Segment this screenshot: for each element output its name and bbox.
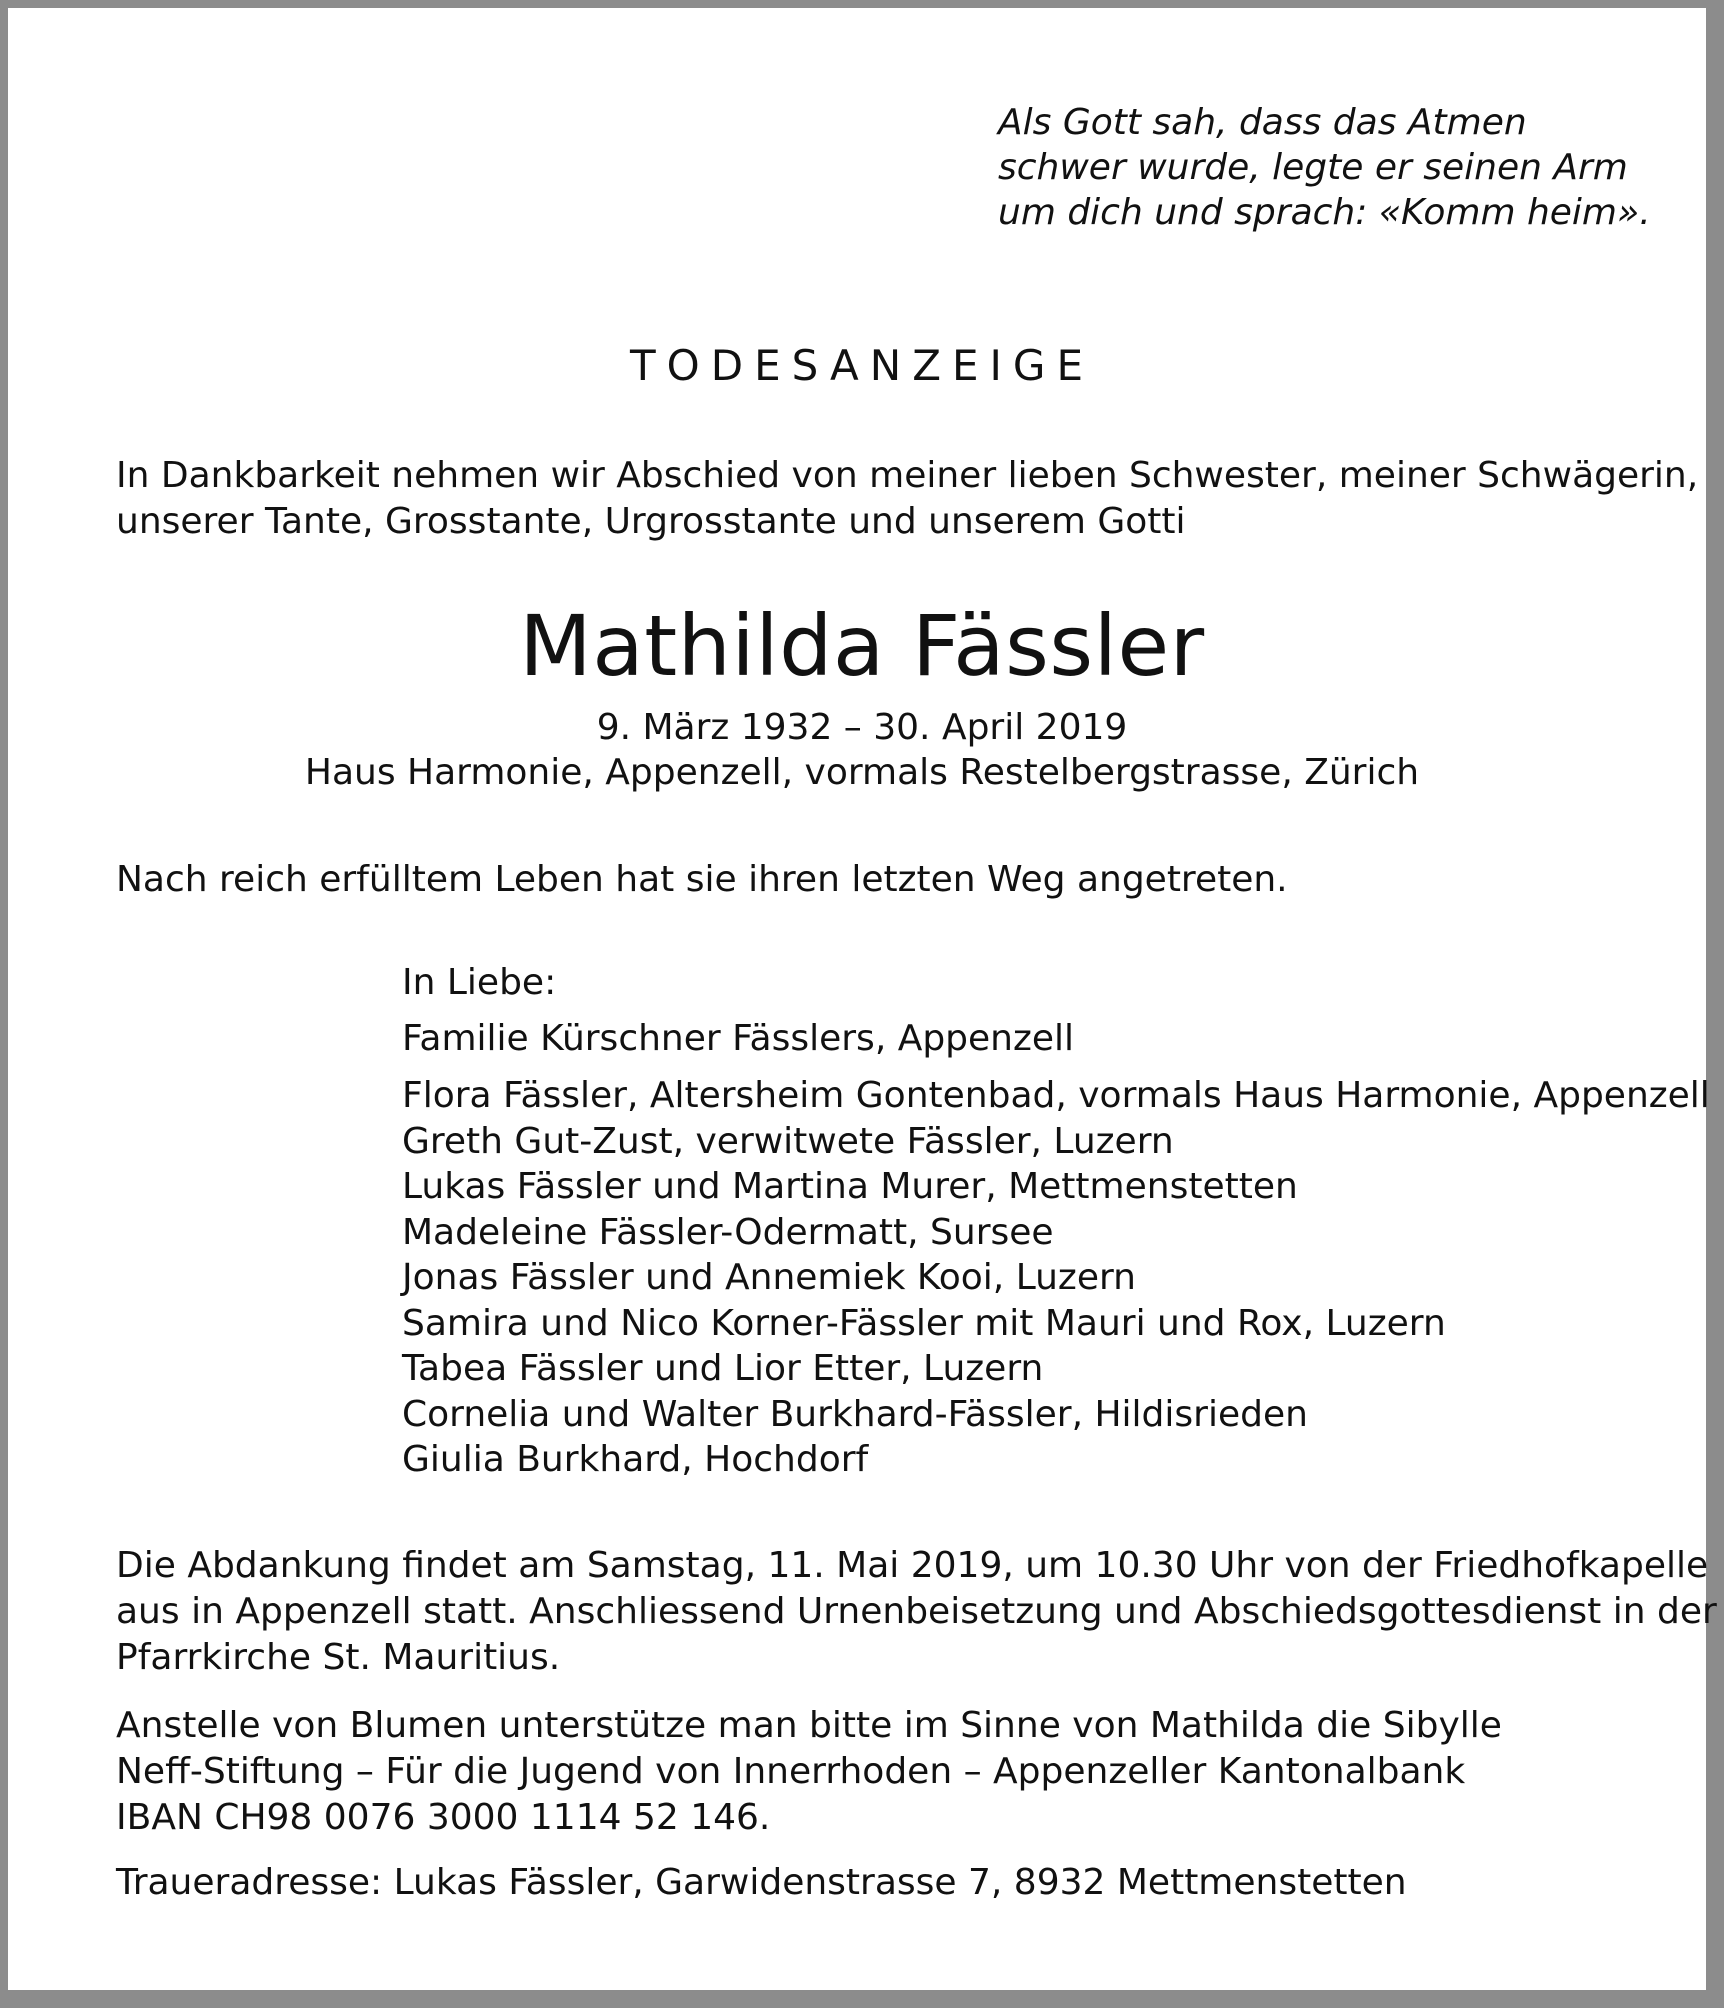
mourners-list [402, 960, 1710, 1483]
deceased-details [0, 705, 1724, 795]
donation-line: Neff-Stiftung – Für die Jugend von Innerrhoden – Appenzeller Kantonalbank [116, 1751, 1466, 1792]
intro-line: unserer Tante, Grosstante, Urgrosstante und unserem Gotti [116, 501, 1186, 542]
deceased-name: Mathilda Fässler [519, 597, 1205, 695]
ceremony-info [116, 1543, 1717, 1681]
mourner-entry: Flora Fässler, Altersheim Gontenbad, vormals Haus Harmonie, Appenzell [402, 1075, 1710, 1116]
mourner-family: Familie Kürschner Fässlers, Appenzell [402, 1017, 1075, 1059]
ceremony-line: Die Abdankung findet am Samstag, 11. Mai 2019, um 10.30 Uhr von der Friedhofkapelle [116, 1545, 1709, 1586]
mourner-entry: Giulia Burkhard, Hochdorf [402, 1439, 869, 1480]
opening-quote [998, 100, 1651, 235]
life-dates: 9. März 1932 – 30. April 2019 [596, 707, 1128, 748]
mourner-entry: Samira und Nico Korner-Fässler mit Mauri und Rox, Luzern [402, 1302, 1446, 1344]
intro-text [116, 453, 1699, 545]
ceremony-line: aus in Appenzell statt. Anschliessend Urnenbeisetzung und Abschiedsgottesdienst in der [116, 1591, 1717, 1632]
mourner-entry: Lukas Fässler und Martina Murer, Mettmenstetten [402, 1166, 1298, 1207]
intro-line: In Dankbarkeit nehmen wir Abschied von meiner lieben Schwester, meiner Schwägerin, [116, 455, 1699, 496]
donation-line: Anstelle von Blumen unterstütze man bitte im Sinne von Mathilda die Sibylle [116, 1705, 1502, 1746]
iban-line: IBAN CH98 0076 3000 1114 52 146. [116, 1797, 771, 1838]
notice-heading: TODESANZEIGE [630, 341, 1094, 390]
quote-line: Als Gott sah, dass das Atmen [998, 102, 1527, 143]
mourner-entry: Cornelia und Walter Burkhard-Fässler, Hildisrieden [402, 1393, 1308, 1435]
mourning-address: Traueradresse: Lukas Fässler, Garwidenstrasse 7, 8932 Mettmenstetten [116, 1862, 1407, 1903]
mourner-entry: Madeleine Fässler-Odermatt, Sursee [402, 1211, 1054, 1253]
quote-line: schwer wurde, legte er seinen Arm [998, 147, 1628, 188]
residence: Haus Harmonie, Appenzell, vormals Restelbergstrasse, Zürich [304, 752, 1420, 793]
mourner-entry: Greth Gut-Zust, verwitwete Fässler, Luzern [402, 1120, 1174, 1162]
quote-line: um dich und sprach: «Komm heim». [998, 192, 1651, 233]
donation-info [116, 1703, 1516, 1841]
life-statement: Nach reich erfülltem Leben hat sie ihren letzten Weg angetreten. [116, 859, 1288, 900]
mourner-entry: Jonas Fässler und Annemiek Kooi, Luzern [402, 1257, 1136, 1298]
ceremony-line: Pfarrkirche St. Mauritius. [116, 1637, 561, 1678]
mourners-heading: In Liebe: [402, 962, 557, 1003]
mourner-entry: Tabea Fässler und Lior Etter, Luzern [402, 1348, 1044, 1389]
